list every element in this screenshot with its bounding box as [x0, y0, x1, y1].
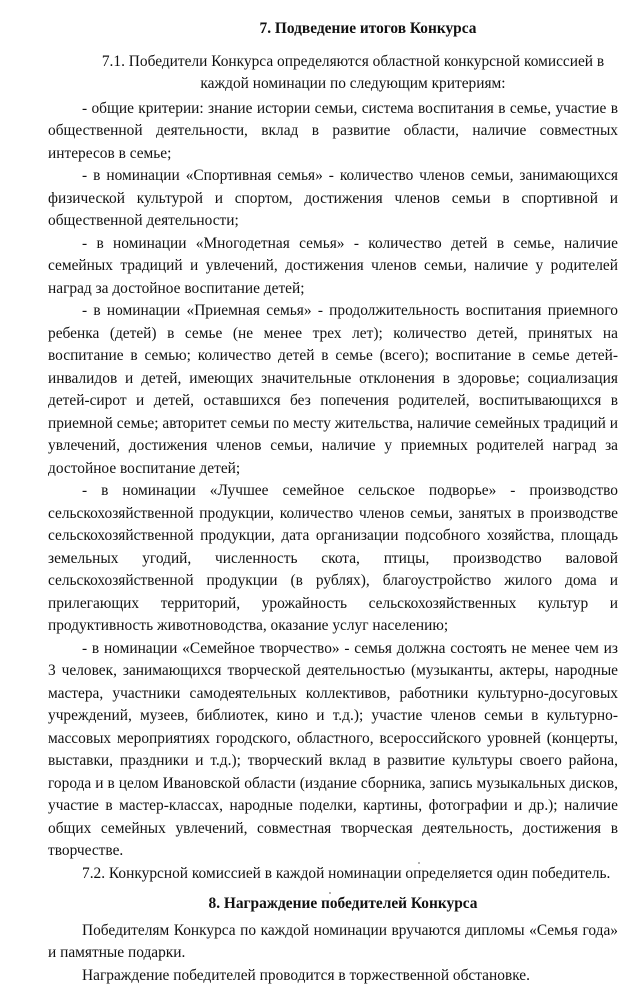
criteria-general: - общие критерии: знание истории семьи, система воспитания в семье, участие в общественной деятельности, вклад в развитие области, наличие совместных интересов в семье;	[48, 98, 618, 166]
criteria-foster-family: - в номинации «Приемная семья» - продолжительность воспитания приемного ребенка (детей) в семье (не менее трех лет); количество детей, принятых на воспитание в семью; количество детей в семье (всего); воспитание в семье детей-инвалидов и детей, имеющих значительные отклонения в здоровье; социализация детей-сирот и детей, оставшихся без попечения родителей, воспитывающихся в приемной семье; авторитет семьи по месту жительства, наличие семейных традиций и увлечений, достижения членов семьи, наличие у приемных родителей наград за достойное воспитание детей;	[48, 300, 618, 480]
awards-paragraph: Победителям Конкурса по каждой номинации вручаются дипломы «Семья года» и памятные подарки.	[48, 920, 618, 965]
clause-7-2: 7.2. Конкурсной комиссией в каждой номинации определяется один победитель.	[48, 863, 618, 886]
criteria-family-creativity: - в номинации «Семейное творчество» - семья должна состоять не менее чем из 3 человек, занимающихся творческой деятельностью (музыканты, актеры, народные мастера, участники самодеятельных коллективов, работники культурно-досуговых учреждений, музеев, библиотек, кино и т.д.); участие членов семьи в культурно-массовых мероприятиях городского, областного, всероссийского уровней (концерты, выставки, праздники и т.д.); творческий вклад в развитие культуры своего района, города и в целом Ивановской области (издание сборника, запись музыкальных дисков, участие в мастер-классах, народные поделки, картины, фотографии и др.); наличие общих семейных увлечений, совместная творческая деятельность, достижения в творчестве.	[48, 638, 618, 863]
clause-7-1-intro: 7.1. Победители Конкурса определяются областной конкурсной комиссией в каждой номинации по следующим критериям:	[48, 51, 618, 96]
criteria-large-family: - в номинации «Многодетная семья» - количество детей в семье, наличие семейных традиций и увлечений, достижения членов семьи, наличие у родителей наград за достойное воспитание детей;	[48, 233, 618, 301]
scan-speck	[418, 862, 420, 864]
criteria-sport-family: - в номинации «Спортивная семья» - количество членов семьи, занимающихся физической культурой и спортом, достижения членов семьи в спортивной и общественной деятельности;	[48, 165, 618, 233]
ceremony-paragraph: Награждение победителей проводится в торжественной обстановке.	[48, 965, 618, 987]
section-7-heading: 7. Подведение итогов Конкурса	[48, 18, 618, 41]
document-page	[48, 18, 618, 987]
section-8-heading: 8. Награждение победителей Конкурса	[48, 893, 618, 916]
scan-speck	[329, 892, 331, 894]
criteria-rural-farmstead: - в номинации «Лучшее семейное сельское подворье» - производство сельскохозяйственной продукции, количество членов семьи, занятых в производстве сельскохозяйственной продукции, дата организации подсобного хозяйства, площадь земельных угодий, численность скота, птицы, производство валовой сельскохозяйственной продукции (в рублях), благоустройство жилого дома и прилегающих территорий, урожайность сельскохозяйственных культур и продуктивность животноводства, оказание услуг населению;	[48, 480, 618, 638]
